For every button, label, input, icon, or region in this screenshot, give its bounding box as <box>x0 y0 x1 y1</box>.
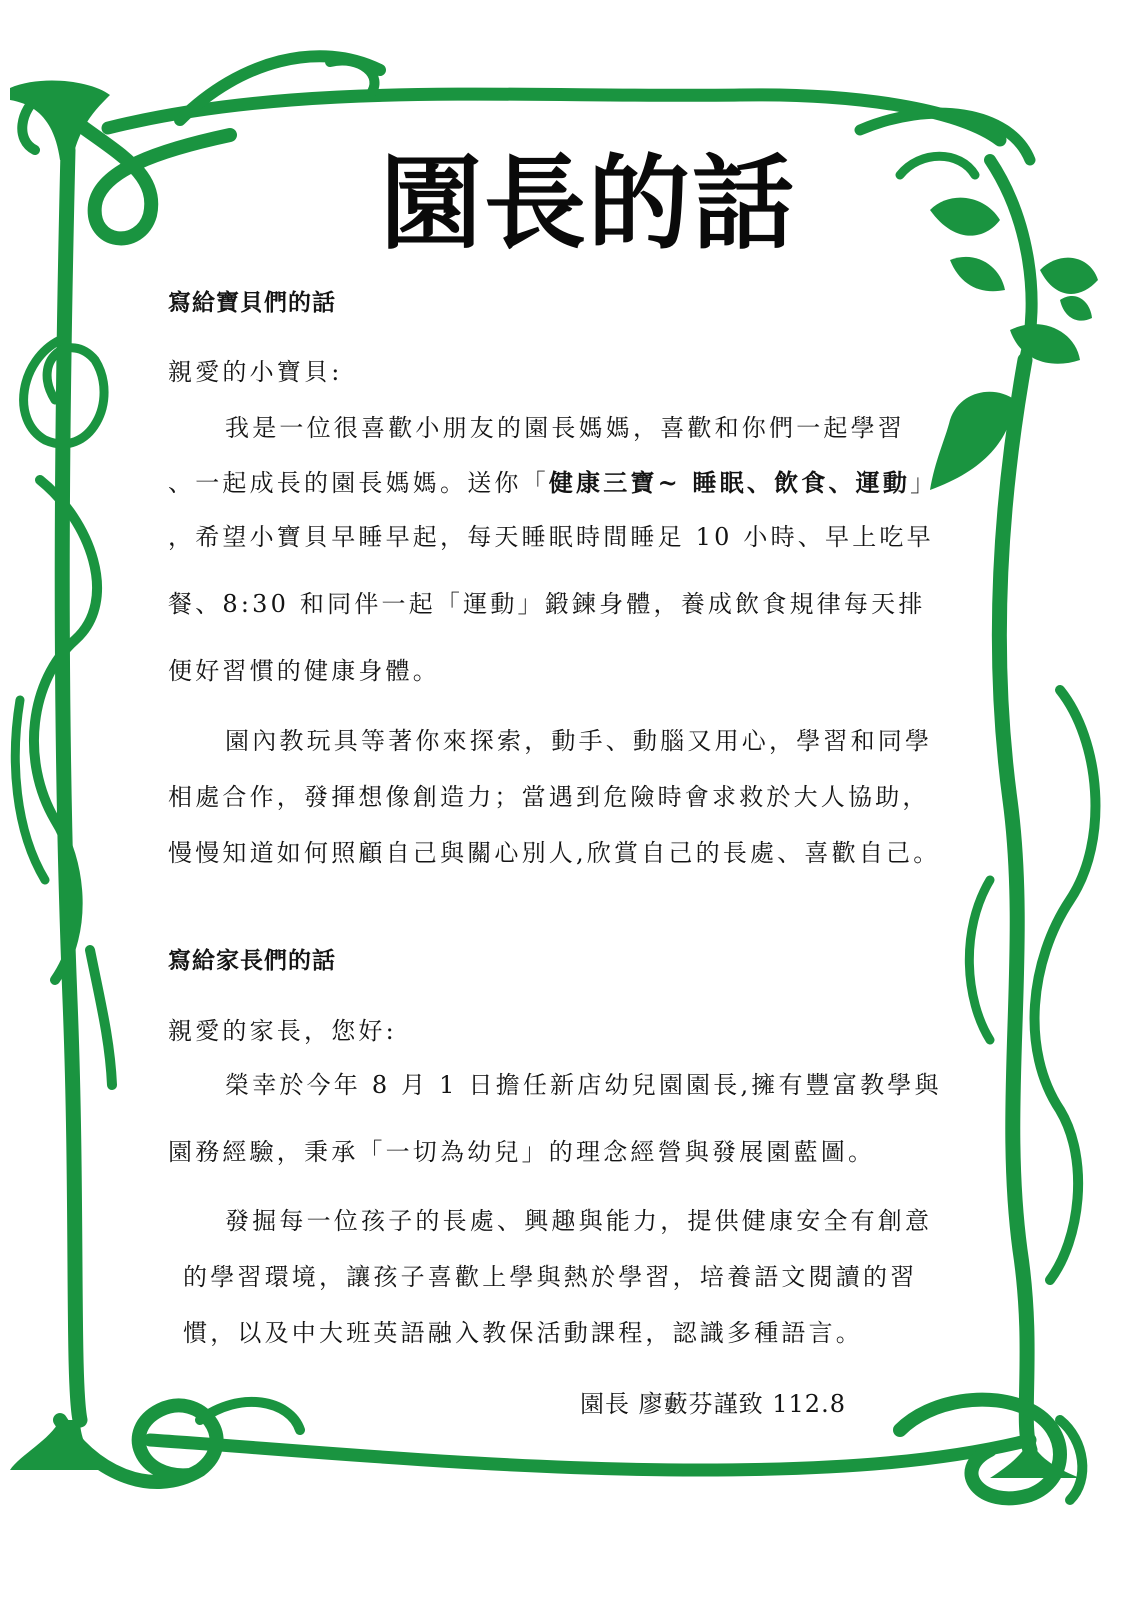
text-segment: 」 <box>910 469 938 497</box>
paragraph-line: ，希望小寶貝早睡早起，每天睡眠時間睡足 10 小時、早上吃早 <box>168 523 934 551</box>
page-title: 園長的話 <box>380 145 796 264</box>
paragraph-line: 餐、8:30 和同伴一起「運動」鍛鍊身體，養成飲食規律每天排 <box>168 590 926 618</box>
paragraph-line: 相處合作，發揮想像創造力；當遇到危險時會求救於大人協助， <box>168 783 930 811</box>
section-heading-children: 寫給寶貝們的話 <box>168 289 336 316</box>
paragraph-line: 發掘每一位孩子的長處、興趣與能力，提供健康安全有創意 <box>225 1207 933 1235</box>
health-three-treasures: 健康三寶~ 睡眠、飲食、運動 <box>548 468 911 497</box>
text-segment: 、一起成長的園長媽媽。送你「 <box>168 469 549 497</box>
salutation-children: 親愛的小寶貝: <box>168 358 343 386</box>
paragraph-line: 園內教玩具等著你來探索，動手、動腦又用心，學習和同學 <box>225 727 933 755</box>
paragraph-line: 慣，以及中大班英語融入教保活動課程，認識多種語言。 <box>183 1319 863 1347</box>
paragraph-line: 榮幸於今年 8 月 1 日擔任新店幼兒園園長,擁有豐富教學與 <box>225 1071 942 1099</box>
paragraph-line: 便好習慣的健康身體。 <box>168 657 440 685</box>
paragraph-line: 園務經驗，秉承「一切為幼兒」的理念經營與發展園藍圖。 <box>168 1138 876 1166</box>
paragraph-line: 我是一位很喜歡小朋友的園長媽媽，喜歡和你們一起學習 <box>225 414 905 442</box>
salutation-parents: 親愛的家長，您好: <box>168 1017 397 1045</box>
paragraph-line: 的學習環境，讓孩子喜歡上學與熱於學習，培養語文閱讀的習 <box>183 1263 918 1291</box>
signature: 園長 廖藪芬謹致 112.8 <box>580 1390 846 1418</box>
paragraph-line <box>168 468 937 498</box>
section-heading-parents: 寫給家長們的話 <box>168 947 336 974</box>
paragraph-line: 慢慢知道如何照顧自己與關心別人,欣賞自己的長處、喜歡自己。 <box>168 839 941 867</box>
